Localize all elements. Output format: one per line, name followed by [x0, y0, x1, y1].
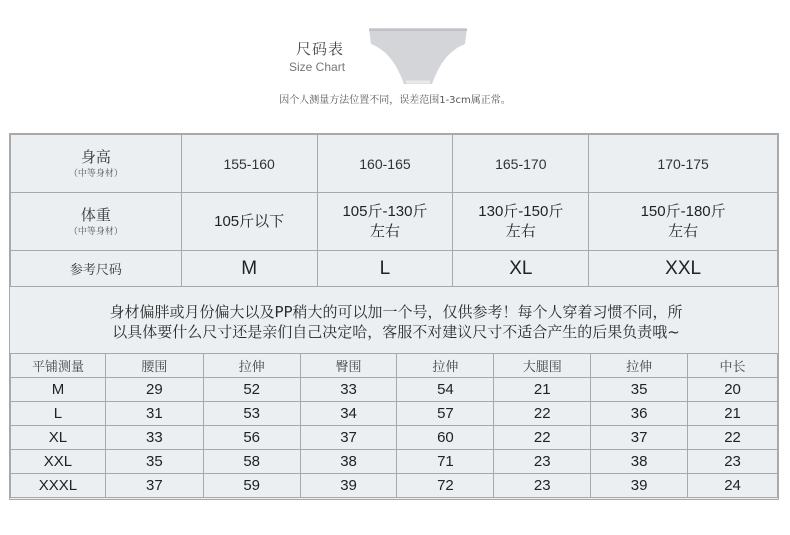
size-recommendation-table: [10, 134, 778, 287]
table-cell: 35: [105, 450, 203, 474]
size-value: L: [317, 251, 453, 287]
weight-line: 左右: [505, 222, 536, 240]
table-cell: 22: [494, 426, 591, 450]
size-label: 参考尺码: [11, 251, 182, 287]
table-cell: 38: [300, 450, 397, 474]
column-header: 臀围: [300, 354, 397, 378]
table-cell: 23: [494, 450, 591, 474]
table-cell: 35: [591, 378, 688, 402]
weight-line: 左右: [369, 222, 400, 240]
size-remark: [46, 302, 746, 342]
weight-line: 105斤以下: [214, 212, 285, 230]
table-cell: 59: [203, 474, 300, 498]
height-value: 155-160: [181, 135, 317, 193]
table-cell: 37: [591, 426, 688, 450]
weight-value: [181, 193, 317, 251]
table-cell: L: [11, 402, 106, 426]
table-cell: 21: [494, 378, 591, 402]
table-cell: 21: [688, 402, 778, 426]
remark-line: 以具体要什么尺寸还是亲们自己决定哈，客服不对建议尺寸不适合产生的后果负责哦~: [112, 323, 680, 341]
table-cell: 29: [105, 378, 203, 402]
weight-label: 体重: [80, 206, 111, 224]
weight-value: [453, 193, 589, 251]
size-value: XXL: [589, 251, 778, 287]
weight-row: [11, 193, 778, 251]
table-cell: XXL: [11, 450, 106, 474]
header: [0, 0, 790, 120]
size-value: XL: [453, 251, 589, 287]
column-header: 拉伸: [397, 354, 494, 378]
table-cell: 37: [105, 474, 203, 498]
table-cell: 33: [300, 378, 397, 402]
measurement-note: 因个人测量方法位置不同，误差范围1-3cm属正常。: [279, 95, 511, 106]
table-cell: 53: [203, 402, 300, 426]
column-header: 腰围: [105, 354, 203, 378]
table-cell: 24: [688, 474, 778, 498]
table-cell: 38: [591, 450, 688, 474]
measurement-header-row: [11, 354, 778, 378]
table-row: [11, 426, 778, 450]
table-cell: 39: [300, 474, 397, 498]
weight-value: [589, 193, 778, 251]
measurement-table: [10, 353, 778, 498]
height-sub-label: （中等身材）: [68, 169, 123, 179]
size-value: M: [181, 251, 317, 287]
table-cell: 31: [105, 402, 203, 426]
column-header: 中长: [688, 354, 778, 378]
table-row: [11, 474, 778, 498]
table-cell: 22: [688, 426, 778, 450]
title-chinese: 尺码表: [296, 40, 345, 58]
weight-sub-label: （中等身材）: [68, 227, 123, 237]
table-cell: 54: [397, 378, 494, 402]
table-cell: 60: [397, 426, 494, 450]
table-cell: 52: [203, 378, 300, 402]
table-row: [11, 378, 778, 402]
height-value: 165-170: [453, 135, 589, 193]
table-cell: 37: [300, 426, 397, 450]
table-cell: XXXL: [11, 474, 106, 498]
column-header: 大腿围: [494, 354, 591, 378]
table-cell: 36: [591, 402, 688, 426]
weight-line: 130斤-150斤: [478, 202, 564, 220]
column-header: 拉伸: [591, 354, 688, 378]
column-header: 拉伸: [203, 354, 300, 378]
weight-line: 105斤-130斤: [342, 202, 428, 220]
table-cell: 22: [494, 402, 591, 426]
table-cell: 33: [105, 426, 203, 450]
table-cell: 58: [203, 450, 300, 474]
height-row: [11, 135, 778, 193]
table-cell: 72: [397, 474, 494, 498]
weight-value: [317, 193, 453, 251]
table-cell: 39: [591, 474, 688, 498]
table-cell: 23: [494, 474, 591, 498]
table-cell: 34: [300, 402, 397, 426]
table-cell: 23: [688, 450, 778, 474]
table-cell: M: [11, 378, 106, 402]
height-value: 170-175: [589, 135, 778, 193]
title-english: Size Chart: [289, 60, 346, 74]
table-cell: XL: [11, 426, 106, 450]
height-value: 160-165: [317, 135, 453, 193]
weight-line: 左右: [668, 222, 699, 240]
table-row: [11, 450, 778, 474]
underwear-icon: [366, 26, 470, 88]
height-label: 身高: [80, 148, 111, 166]
size-chart-panel: [9, 133, 779, 500]
table-cell: 20: [688, 378, 778, 402]
height-header: [11, 135, 182, 193]
table-cell: 57: [397, 402, 494, 426]
table-cell: 56: [203, 426, 300, 450]
weight-header: [11, 193, 182, 251]
remark-line: 身材偏胖或月份偏大以及PP稍大的可以加一个号，仅供参考！每个人穿着习惯不同，所: [109, 303, 683, 321]
weight-line: 150斤-180斤: [640, 202, 726, 220]
column-header: 平铺测量: [11, 354, 106, 378]
table-row: [11, 402, 778, 426]
size-row: [11, 251, 778, 287]
table-cell: 71: [397, 450, 494, 474]
